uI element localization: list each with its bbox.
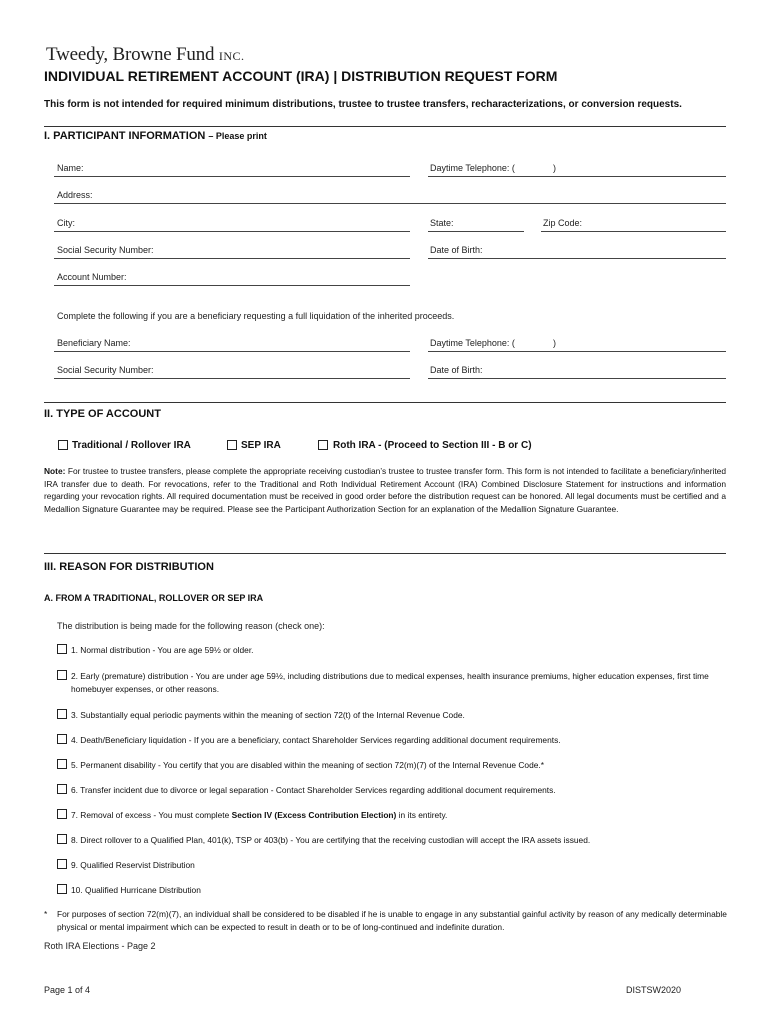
daytime-phone-field[interactable] xyxy=(428,176,726,177)
beneficiary-dob-field[interactable] xyxy=(428,378,726,379)
dob-label: Date of Birth: xyxy=(430,245,483,255)
subsection-heading-traditional: A. FROM A TRADITIONAL, ROLLOVER OR SEP IRA xyxy=(44,593,264,603)
beneficiary-name-label: Beneficiary Name: xyxy=(57,338,131,348)
section-heading-participant: I. PARTICIPANT INFORMATION – Please print xyxy=(44,130,267,142)
beneficiary-ssn-field[interactable] xyxy=(54,378,410,379)
reason-8-label: 8. Direct rollover to a Qualified Plan, 401(k), TSP or 403(b) - You are certifying that the receiving custodian will accept the IRA assets issued. xyxy=(71,835,591,845)
reason-9-checkbox[interactable] xyxy=(57,859,67,869)
section-divider xyxy=(44,553,726,554)
reason-10-label: 10. Qualified Hurricane Distribution xyxy=(71,885,201,895)
reason-7-label: 7. Removal of excess - You must complete Section IV (Excess Contribution Election) in its entirety. xyxy=(71,810,448,820)
reason-10-checkbox[interactable] xyxy=(57,884,67,894)
form-intro: This form is not intended for required minimum distributions, trustee to trustee transfers, recharacterizations, or conversion requests. xyxy=(44,99,682,110)
page-number: Page 1 of 4 xyxy=(44,985,91,995)
beneficiary-phone-label: Daytime Telephone: ( xyxy=(430,338,515,348)
state-field[interactable] xyxy=(428,231,524,232)
beneficiary-name-field[interactable] xyxy=(54,351,410,352)
address-field[interactable] xyxy=(54,203,726,204)
city-field[interactable] xyxy=(54,231,410,232)
reason-5-label: 5. Permanent disability - You certify that you are disabled within the meaning of section 72(m)(7) of the Internal Revenue Code.* xyxy=(71,760,544,770)
reason-5-checkbox[interactable] xyxy=(57,759,67,769)
beneficiary-ssn-label: Social Security Number: xyxy=(57,365,154,375)
reason-2-label: 2. Early (premature) distribution - You are under age 59½, including distributions due to medical expenses, health insurance premiums, higher education expenses, first time homebuyer expenses, or other reasons. xyxy=(71,671,709,694)
reason-1-label: 1. Normal distribution - You are age 59½ or older. xyxy=(71,645,254,655)
reason-intro: The distribution is being made for the following reason (check one): xyxy=(57,621,325,631)
reason-3-checkbox[interactable] xyxy=(57,709,67,719)
reason-4-checkbox[interactable] xyxy=(57,734,67,744)
sep-ira-label: SEP IRA xyxy=(241,440,281,451)
company-logo: Tweedy, Browne Fund INC. xyxy=(46,44,245,65)
section-heading-account-type: II. TYPE OF ACCOUNT xyxy=(44,408,161,420)
form-code: DISTSW2020 xyxy=(626,985,682,995)
disability-footnote: * For purposes of section 72(m)(7), an individual shall be considered to be disabled if he is unable to engage in any substantial gainful activity by reason of any medically determinable physical or mental impairment which can be expected to result in death or to be of long-continued and indefinite duration. xyxy=(44,909,727,932)
reason-2-checkbox[interactable] xyxy=(57,670,67,680)
beneficiary-dob-label: Date of Birth: xyxy=(430,365,483,375)
ssn-field[interactable] xyxy=(54,258,410,259)
reason-4-label: 4. Death/Beneficiary liquidation - If you are a beneficiary, contact Shareholder Services regarding additional document requirements. xyxy=(71,735,561,745)
name-label: Name: xyxy=(57,163,84,173)
reason-6-label: 6. Transfer incident due to divorce or legal separation - Contact Shareholder Services regarding additional document requirements. xyxy=(71,785,556,795)
account-type-note: Note: For trustee to trustee transfers, please complete the appropriate receiving custodian’s trustee to trustee transfer form. This form is not intended to facilitate a beneficiary/inherited IRA transfer due to death. For revocations, refer to the Traditional and Roth Individual Retirement Account (IRA) Combined Disclosure Statement for instructions and information regarding your revocation rights. All required documentation must be received in good order before the distribution request can be honored. All legal documents must be certified and a Medallion Signature Guarantee may be required. Please see the Participant Authorization Section for an explanation of the Medallion Signature Guarantee. xyxy=(44,466,726,514)
sep-ira-checkbox[interactable] xyxy=(227,440,237,450)
phone-paren-close: ) xyxy=(553,163,556,173)
form-title: INDIVIDUAL RETIREMENT ACCOUNT (IRA) | DISTRIBUTION REQUEST FORM xyxy=(44,68,558,84)
address-label: Address: xyxy=(57,190,93,200)
roth-ira-checkbox[interactable] xyxy=(318,440,328,450)
ssn-label: Social Security Number: xyxy=(57,245,154,255)
account-number-label: Account Number: xyxy=(57,272,127,282)
reason-1-checkbox[interactable] xyxy=(57,644,67,654)
account-number-field[interactable] xyxy=(54,285,410,286)
reason-8-checkbox[interactable] xyxy=(57,834,67,844)
beneficiary-phone-paren-close: ) xyxy=(553,338,556,348)
reason-6-checkbox[interactable] xyxy=(57,784,67,794)
zip-field[interactable] xyxy=(541,231,726,232)
traditional-rollover-label: Traditional / Rollover IRA xyxy=(72,440,191,451)
zip-label: Zip Code: xyxy=(543,218,583,228)
roth-ira-label: Roth IRA - (Proceed to Section III - B or C) xyxy=(333,440,532,451)
section-divider xyxy=(44,402,726,403)
reason-7-checkbox[interactable] xyxy=(57,809,67,819)
beneficiary-phone-field[interactable] xyxy=(428,351,726,352)
traditional-rollover-checkbox[interactable] xyxy=(58,440,68,450)
section-divider xyxy=(44,126,726,127)
daytime-phone-label: Daytime Telephone: ( xyxy=(430,163,515,173)
city-label: City: xyxy=(57,218,75,228)
name-field[interactable] xyxy=(54,176,410,177)
beneficiary-intro: Complete the following if you are a beneficiary requesting a full liquidation of the inherited proceeds. xyxy=(57,311,455,321)
state-label: State: xyxy=(430,218,454,228)
roth-elections-reference: Roth IRA Elections - Page 2 xyxy=(44,941,156,951)
section-heading-reason: III. REASON FOR DISTRIBUTION xyxy=(44,561,214,573)
reason-9-label: 9. Qualified Reservist Distribution xyxy=(71,860,195,870)
reason-3-label: 3. Substantially equal periodic payments within the meaning of section 72(t) of the Internal Revenue Code. xyxy=(71,710,465,720)
dob-field[interactable] xyxy=(428,258,726,259)
